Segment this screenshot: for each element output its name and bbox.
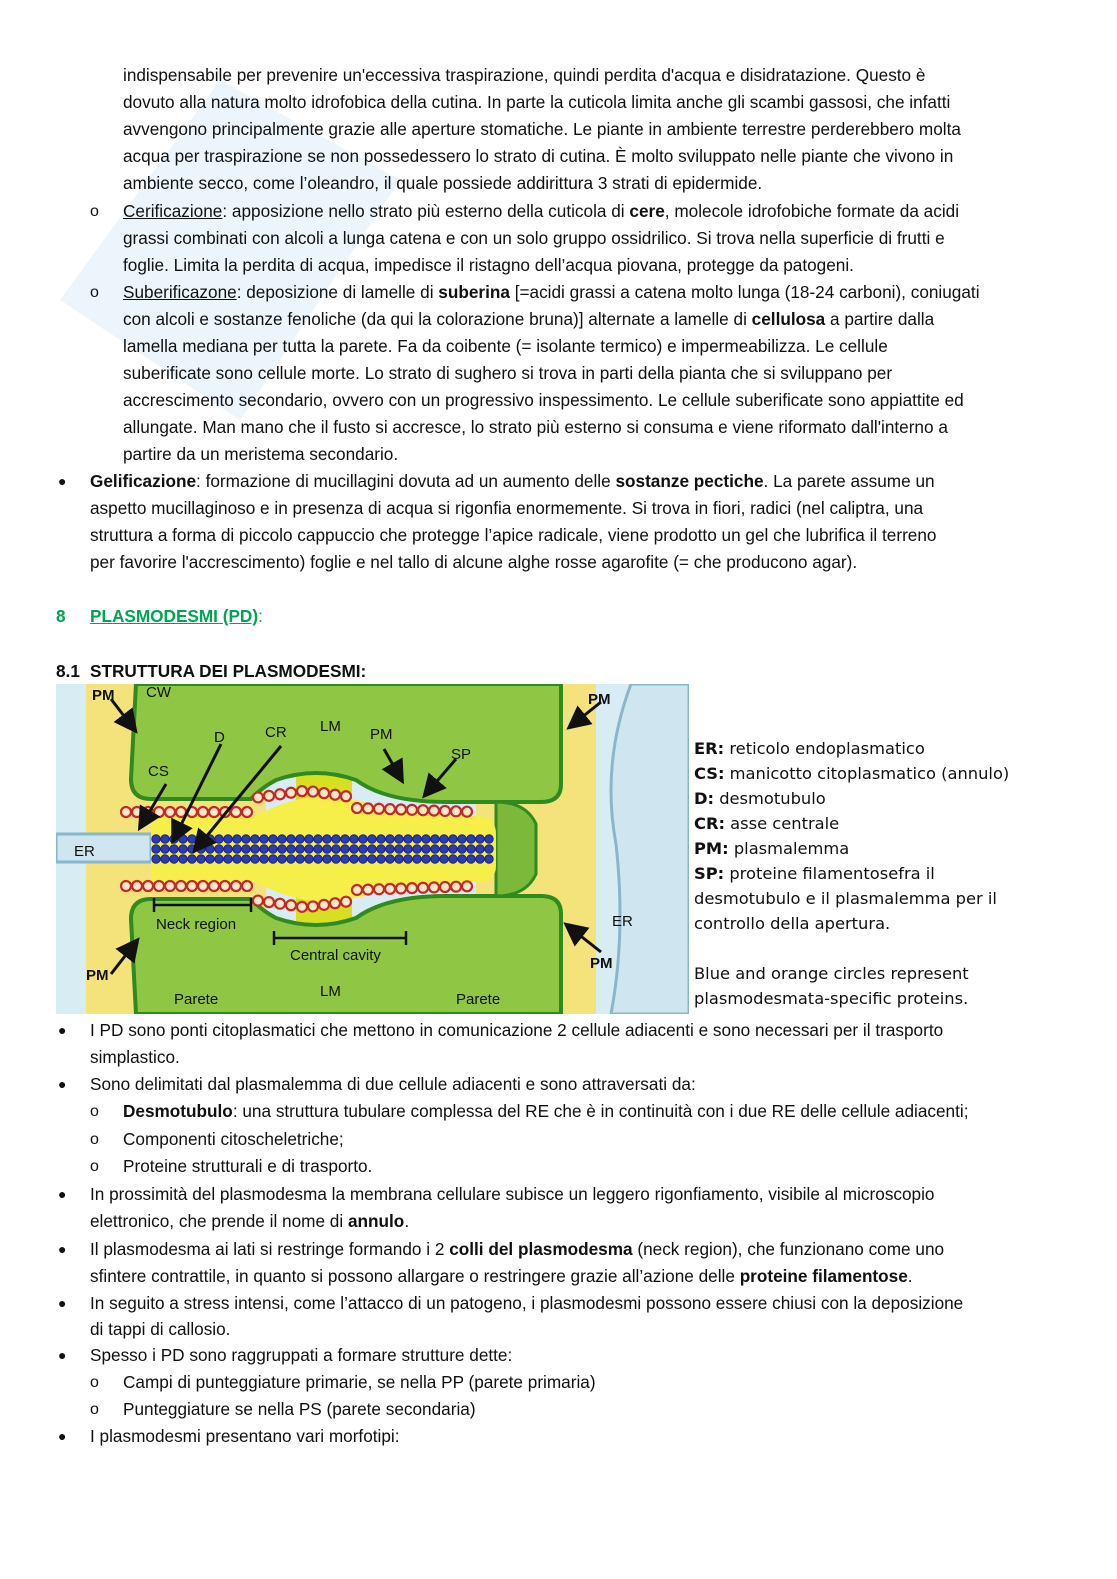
protein-bead: [368, 835, 376, 843]
protein-bead: [188, 835, 196, 843]
label-parete: Parete: [456, 991, 501, 1008]
protein-bead: [264, 791, 274, 801]
paragraph-line: allungate. Man mano che il fusto si accresce, lo strato più esterno si consuma e viene riformato dall'interno a: [123, 417, 948, 437]
paragraph-line: ambiente secco, come l’oleandro, il quale possiede addirittura 3 strati di epidermide.: [123, 173, 763, 193]
protein-bead: [264, 897, 274, 907]
protein-bead: [269, 845, 277, 853]
legend-note: Blue and orange circles represent: [694, 964, 969, 983]
protein-bead: [396, 805, 406, 815]
protein-bead: [385, 804, 395, 814]
protein-bead: [154, 881, 164, 891]
protein-bead: [485, 855, 493, 863]
protein-bead: [319, 788, 329, 798]
protein-bead: [242, 845, 250, 853]
paragraph-line: Spesso i PD sono raggruppati a formare strutture dette:: [90, 1345, 513, 1365]
legend-item: desmotubulo e il plasmalemma per il: [694, 889, 997, 908]
protein-bead: [170, 855, 178, 863]
gelificazione-line: Gelificazione: formazione di mucillagini dovuta ad un aumento delle sostanze pectiche. La parete assume un: [90, 471, 935, 491]
protein-bead: [170, 845, 178, 853]
legend-note: plasmodesmata-specific proteins.: [694, 989, 969, 1008]
protein-bead: [377, 855, 385, 863]
bullet-marker: ●: [58, 1428, 67, 1444]
protein-bead: [314, 835, 322, 843]
protein-bead: [260, 845, 268, 853]
protein-bead: [404, 845, 412, 853]
protein-bead: [233, 845, 241, 853]
protein-bead: [215, 845, 223, 853]
protein-bead: [386, 855, 394, 863]
sub-bullet-marker: o: [90, 1131, 99, 1148]
bullet-marker: ●: [58, 1186, 67, 1202]
protein-bead: [215, 855, 223, 863]
label-er: ER: [612, 913, 633, 930]
paragraph-line: I PD sono ponti citoplasmatici che mettono in comunicazione 2 cellule adiacenti e sono necessari per il trasporto: [90, 1020, 944, 1040]
protein-bead: [233, 855, 241, 863]
paragraph-line: sfintere contrattile, in quanto si possono allargare o restringere grazie all’azione delle proteine filamentose.: [90, 1266, 913, 1286]
protein-bead: [251, 835, 259, 843]
paragraph-line: Desmotubulo: una struttura tubulare complessa del RE che è in continuità con i due RE delle cellule adiacenti;: [123, 1101, 969, 1121]
protein-bead: [377, 845, 385, 853]
protein-bead: [143, 881, 153, 891]
label-cw: CW: [146, 684, 171, 701]
sub-bullet-marker: o: [90, 1374, 99, 1391]
protein-bead: [476, 835, 484, 843]
protein-bead: [242, 881, 252, 891]
paragraph-line: avvengono principalmente grazie alle aperture stomatiche. Le piante in ambiente terrestre perderebbero molta: [123, 119, 961, 139]
paragraph-line: Il plasmodesma ai lati si restringe formando i 2 colli del plasmodesma (neck region), che funzionano come uno: [90, 1239, 945, 1259]
protein-bead: [341, 845, 349, 853]
paragraph-line: grassi combinati con alcoli a lunga catena e con un solo gruppo ossidrilico. Si trova nella superficie di frutti e: [123, 228, 945, 248]
protein-bead: [395, 855, 403, 863]
protein-bead: [121, 807, 131, 817]
protein-bead: [161, 845, 169, 853]
protein-bead: [314, 855, 322, 863]
protein-bead: [206, 845, 214, 853]
protein-bead: [374, 804, 384, 814]
protein-bead: [154, 807, 164, 817]
sub-bullet-marker: o: [90, 203, 99, 220]
label-neck-region: Neck region: [156, 916, 237, 933]
protein-bead: [287, 855, 295, 863]
protein-bead: [440, 845, 448, 853]
protein-bead: [385, 884, 395, 894]
label-pm: PM: [92, 687, 115, 704]
protein-bead: [242, 855, 250, 863]
protein-bead: [407, 883, 417, 893]
bullet-marker: ●: [58, 1022, 67, 1038]
protein-bead: [330, 790, 340, 800]
protein-bead: [305, 855, 313, 863]
protein-bead: [363, 885, 373, 895]
protein-bead: [440, 835, 448, 843]
protein-bead: [121, 881, 131, 891]
protein-bead: [431, 855, 439, 863]
protein-bead: [449, 855, 457, 863]
paragraph-line: lamella mediana per tutta la parete. Fa da coibente (= isolante termico) e impermeabilizza. Le cellule: [123, 336, 888, 356]
protein-bead: [287, 845, 295, 853]
protein-bead: [197, 855, 205, 863]
legend-item: ER: reticolo endoplasmatico: [694, 739, 925, 758]
protein-bead: [231, 807, 241, 817]
protein-bead: [467, 845, 475, 853]
protein-bead: [418, 805, 428, 815]
paragraph-line: accrescimento secondario, ovvero con un progressivo inspessimento. Le cellule suberificate sono appiattite ed: [123, 390, 964, 410]
protein-bead: [206, 855, 214, 863]
protein-bead: [305, 845, 313, 853]
section-number: 8: [56, 606, 66, 626]
bullet-marker: ●: [58, 1076, 67, 1092]
protein-bead: [429, 806, 439, 816]
protein-bead: [275, 899, 285, 909]
protein-bead: [350, 855, 358, 863]
protein-bead: [179, 835, 187, 843]
protein-bead: [332, 845, 340, 853]
cerificazione-line: Cerificazione: apposizione nello strato più esterno della cuticola di cere, molecole idrofobiche formate da acidi: [123, 201, 960, 221]
label-cs: CS: [148, 763, 169, 780]
bullet-marker: ●: [58, 1295, 67, 1311]
protein-bead: [251, 845, 259, 853]
paragraph-line: partire da un meristema secondario.: [123, 444, 399, 464]
protein-bead: [251, 855, 259, 863]
protein-bead: [278, 835, 286, 843]
protein-bead: [187, 881, 197, 891]
protein-bead: [413, 845, 421, 853]
protein-bead: [269, 835, 277, 843]
protein-bead: [242, 835, 250, 843]
protein-bead: [220, 881, 230, 891]
protein-bead: [209, 881, 219, 891]
protein-bead: [476, 855, 484, 863]
label-lm: LM: [320, 718, 341, 735]
protein-bead: [396, 884, 406, 894]
protein-bead: [278, 845, 286, 853]
label-lm: LM: [320, 983, 341, 1000]
protein-bead: [363, 803, 373, 813]
protein-bead: [286, 900, 296, 910]
protein-bead: [287, 835, 295, 843]
protein-bead: [215, 835, 223, 843]
protein-bead: [242, 807, 252, 817]
bullet-marker: ●: [58, 473, 67, 489]
protein-bead: [359, 845, 367, 853]
label-er: ER: [74, 843, 95, 860]
diagram-legend: [694, 736, 1009, 1011]
protein-bead: [297, 902, 307, 912]
protein-bead: [341, 855, 349, 863]
protein-bead: [431, 835, 439, 843]
paragraph-line: acqua per traspirazione se non possedessero lo strato di cutina. È molto sviluppato nelle piante che vivono in: [123, 146, 954, 166]
legend-item: CS: manicotto citoplasmatico (annulo): [694, 764, 1010, 783]
legend-item: D: desmotubulo: [694, 789, 826, 808]
paragraph-line: In seguito a stress intensi, come l’attacco di un patogeno, i plasmodesmi possono essere chiusi con la deposizione: [90, 1293, 964, 1313]
sub-bullet-marker: o: [90, 1103, 99, 1120]
protein-bead: [224, 855, 232, 863]
protein-bead: [260, 835, 268, 843]
label-pm: PM: [588, 691, 611, 708]
protein-bead: [341, 835, 349, 843]
protein-bead: [431, 845, 439, 853]
protein-bead: [275, 789, 285, 799]
protein-bead: [224, 835, 232, 843]
paragraph-line: foglie. Limita la perdita di acqua, impedisce il ristagno dell’acqua piovana, protegge da patogeni.: [123, 255, 854, 275]
protein-bead: [418, 883, 428, 893]
protein-bead: [296, 855, 304, 863]
paragraph-line: simplastico.: [90, 1047, 180, 1067]
protein-bead: [176, 881, 186, 891]
subsection-number: 8.1: [56, 661, 80, 681]
paragraph-line: suberificate sono cellule morte. Lo strato di sughero si trova in parti della pianta che si sviluppano per: [123, 363, 893, 383]
paragraph-line: I plasmodesmi presentano vari morfotipi:: [90, 1426, 400, 1446]
protein-bead: [233, 835, 241, 843]
protein-bead: [152, 855, 160, 863]
protein-bead: [449, 835, 457, 843]
protein-bead: [269, 855, 277, 863]
protein-bead: [413, 835, 421, 843]
protein-bead: [132, 881, 142, 891]
paragraph-line: aspetto mucillaginoso e in presenza di acqua si rigonfia enormemente. Si trova in fiori, radici (nel caliptra, una: [90, 498, 924, 518]
paragraph-line: Punteggiature se nella PS (parete secondaria): [123, 1399, 476, 1419]
protein-bead: [404, 835, 412, 843]
protein-bead: [374, 884, 384, 894]
protein-bead: [161, 835, 169, 843]
protein-bead: [458, 835, 466, 843]
paragraph-line: Componenti citoscheletriche;: [123, 1129, 344, 1149]
label-pm: PM: [590, 955, 613, 972]
sub-bullet-marker: o: [90, 284, 99, 301]
bullet-marker: ●: [58, 1347, 67, 1363]
legend-item: controllo della apertura.: [694, 914, 891, 933]
protein-bead: [308, 787, 318, 797]
protein-bead: [386, 845, 394, 853]
paragraph-line: indispensabile per prevenire un'eccessiva traspirazione, quindi perdita d'acqua e disidratazione. Questo è: [123, 65, 926, 85]
label-central-cavity: Central cavity: [290, 947, 381, 964]
protein-bead: [278, 855, 286, 863]
paragraph-line: per favorire l'accrescimento) foglie e nel tallo di alcune alghe rosse agarofite (= che producono agar).: [90, 552, 858, 572]
paragraph-line: di tappi di callosio.: [90, 1319, 231, 1339]
protein-bead: [404, 855, 412, 863]
plasmodesma-diagram: [56, 684, 689, 1014]
protein-bead: [377, 835, 385, 843]
label-d: D: [214, 729, 225, 746]
protein-bead: [188, 855, 196, 863]
protein-bead: [319, 900, 329, 910]
protein-bead: [179, 845, 187, 853]
protein-bead: [296, 835, 304, 843]
protein-bead: [352, 803, 362, 813]
protein-bead: [413, 855, 421, 863]
protein-bead: [368, 845, 376, 853]
protein-bead: [323, 835, 331, 843]
protein-bead: [308, 901, 318, 911]
label-cr: CR: [265, 724, 287, 741]
protein-bead: [314, 845, 322, 853]
suberificazione-line: Suberificazone: deposizione di lamelle di suberina [=acidi grassi a catena molto lunga (18-24 carboni), coniugati: [123, 282, 980, 302]
protein-bead: [359, 835, 367, 843]
protein-bead: [161, 855, 169, 863]
paragraph-line: con alcoli e sostanze fenoliche (da qui la colorazione bruna)] alternate a lamelle di cellulosa a partire dalla: [123, 309, 935, 329]
label-pm: PM: [370, 726, 393, 743]
protein-bead: [305, 835, 313, 843]
protein-bead: [198, 807, 208, 817]
protein-bead: [350, 835, 358, 843]
protein-bead: [386, 835, 394, 843]
protein-bead: [152, 835, 160, 843]
protein-bead: [458, 845, 466, 853]
protein-bead: [286, 788, 296, 798]
protein-bead: [323, 855, 331, 863]
protein-bead: [188, 845, 196, 853]
protein-bead: [395, 835, 403, 843]
protein-bead: [467, 835, 475, 843]
protein-bead: [198, 881, 208, 891]
protein-bead: [451, 882, 461, 892]
protein-bead: [451, 806, 461, 816]
protein-bead: [350, 845, 358, 853]
subsection-title: STRUTTURA DEI PLASMODESMI:: [90, 661, 367, 681]
protein-bead: [253, 896, 263, 906]
protein-bead: [209, 807, 219, 817]
protein-bead: [231, 881, 241, 891]
protein-bead: [458, 855, 466, 863]
protein-bead: [440, 855, 448, 863]
section-title: PLASMODESMI (PD):: [90, 606, 263, 626]
protein-bead: [332, 855, 340, 863]
protein-bead: [352, 885, 362, 895]
protein-bead: [341, 791, 351, 801]
protein-bead: [422, 835, 430, 843]
protein-bead: [341, 897, 351, 907]
protein-bead: [297, 786, 307, 796]
protein-bead: [449, 845, 457, 853]
protein-bead: [152, 845, 160, 853]
protein-bead: [462, 881, 472, 891]
protein-bead: [330, 898, 340, 908]
protein-bead: [485, 835, 493, 843]
protein-bead: [359, 855, 367, 863]
bullet-marker: ●: [58, 1241, 67, 1257]
protein-bead: [440, 882, 450, 892]
protein-bead: [296, 845, 304, 853]
paragraph-line: dovuto alla natura molto idrofobica della cutina. In parte la cuticola limita anche gli scambi gassosi, che infatti: [123, 92, 951, 112]
paragraph-line: In prossimità del plasmodesma la membrana cellulare subisce un leggero rigonfiamento, visibile al microscopio: [90, 1184, 935, 1204]
label-pm: PM: [86, 967, 109, 984]
protein-bead: [485, 845, 493, 853]
protein-bead: [407, 805, 417, 815]
legend-item: PM: plasmalemma: [694, 839, 850, 858]
label-sp: SP: [451, 746, 472, 763]
protein-bead: [422, 845, 430, 853]
protein-bead: [323, 845, 331, 853]
protein-bead: [224, 845, 232, 853]
paragraph-line: Sono delimitati dal plasmalemma di due cellule adiacenti e sono attraversati da:: [90, 1074, 696, 1094]
protein-bead: [179, 855, 187, 863]
protein-bead: [132, 807, 142, 817]
sub-bullet-marker: o: [90, 1401, 99, 1418]
label-parete: Parete: [174, 991, 219, 1008]
protein-bead: [260, 855, 268, 863]
protein-bead: [467, 855, 475, 863]
protein-bead: [253, 792, 263, 802]
legend-item: SP: proteine filamentosefra il: [694, 864, 935, 883]
protein-bead: [462, 807, 472, 817]
paragraph-line: struttura a forma di piccolo cappuccio che protegge l’apice radicale, viene prodotto un gel che lubrifica il terreno: [90, 525, 937, 545]
protein-bead: [395, 845, 403, 853]
protein-bead: [165, 881, 175, 891]
protein-bead: [332, 835, 340, 843]
paragraph-line: Proteine strutturali e di trasporto.: [123, 1156, 373, 1176]
protein-bead: [368, 855, 376, 863]
sub-bullet-marker: o: [90, 1158, 99, 1175]
protein-bead: [429, 882, 439, 892]
protein-bead: [476, 845, 484, 853]
protein-bead: [422, 855, 430, 863]
protein-bead: [440, 806, 450, 816]
paragraph-line: elettronico, che prende il nome di annulo.: [90, 1211, 410, 1231]
legend-item: CR: asse centrale: [694, 814, 840, 833]
paragraph-line: Campi di punteggiature primarie, se nella PP (parete primaria): [123, 1372, 596, 1392]
protein-bead: [165, 807, 175, 817]
